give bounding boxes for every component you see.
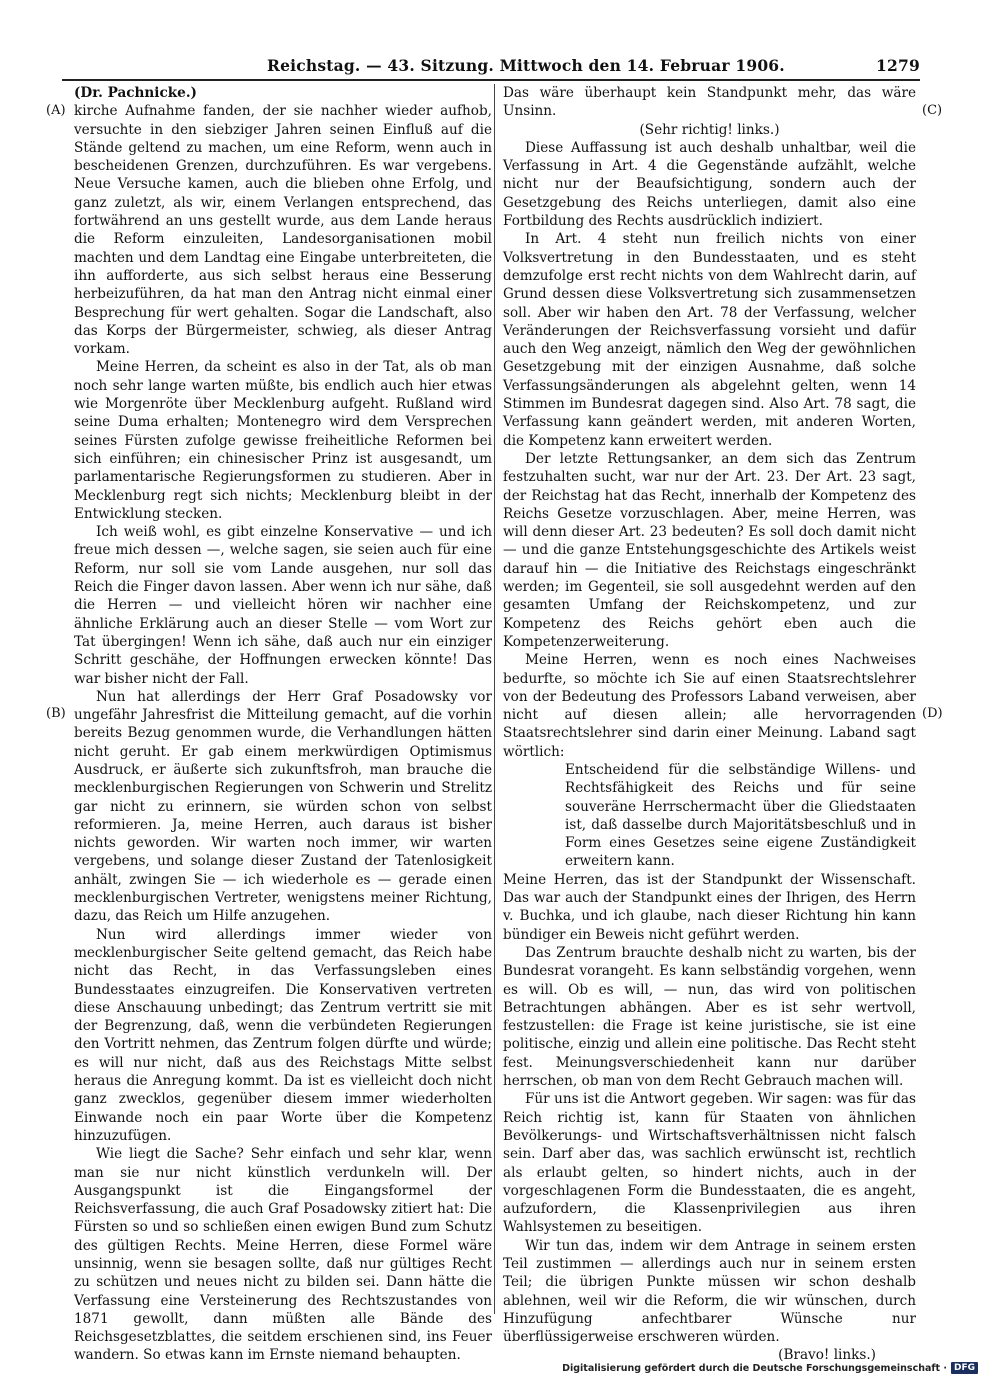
- paragraph: Nun hat allerdings der Herr Graf Posadowsky vor ungefähr Jahresfrist die Mitteilung gemacht, auf die vorhin bereits Bezug genommen wurde, die Verhandlungen hätten nicht geruht. Er gab einem merkwürdigen Optimismus Ausdruck, er äußerte sich zukunftsfroh, man brauche die mecklenburgischen Regierungen von Schwerin und Strelitz gar nicht zu erinnern, sie würden schon von selbst reformieren. Ja, meine Herren, auch daraus ist bisher nichts geworden. Wir warten noch immer, wir warten vergebens, und solange dieser Zustand der Tatenlosigkeit anhält, zwingen Sie — ich wiederhole es — gerade einen mecklenburgischen Vertreter, wenigstens meiner Richtung, dazu, das Reich um Hilfe anzugehen.: [74, 688, 492, 925]
- paragraph: Wie liegt die Sache? Sehr einfach und sehr klar, wenn man sie nur nicht künstlich verdunkeln will. Der Ausgangspunkt ist die Eingangsformel der Reichsverfassung, die auch Graf Posadowsky zitiert hat: Die Fürsten so und so schließen einen ewigen Bund zum Schutz des gültigen Rechts. Meine Herren, diese Formel wäre unsinnig, wenn sie besagen sollte, daß nur gültiges Recht zu schützen und neues nicht zu bilden sei. Dann hätte die Verfassung eine Versteinerung des Rechtszustandes von 1871 gewollt, dann müßten alle Bände des Reichsgesetzblattes, die seitdem erschienen sind, ins Feuer wandern. So etwas kann im Ernste niemand behaupten.: [74, 1146, 492, 1364]
- right-column: [503, 84, 916, 1364]
- paragraph: Für uns ist die Antwort gegeben. Wir sagen: was für das Reich richtig ist, kann für Staaten von ähnlichen Bevölkerungs- und Wirtschaftsverhältnissen nicht falsch sein. Darf aber das, was sachlich erwünscht ist, rechtlich als erlaubt gelten, so hindert nichts, auch in der vorgeschlagenen Form die Bundesstaaten, die es angeht, aufzufordern, die Klassenprivilegien aus ihren Wahlsystemen zu beseitigen.: [503, 1091, 916, 1236]
- margin-mark-c: (C): [922, 103, 943, 118]
- paragraph: Meine Herren, das ist der Standpunkt der Wissenschaft. Das war auch der Standpunkt eines der Ihrigen, des Herrn v. Buchka, und ich glaube, nach dieser Richtung hin kann bündiger ein Beweis nicht geführt werden.: [503, 871, 916, 943]
- paragraph: Nun wird allerdings immer wieder von mecklenburgischer Seite geltend gemacht, das Reich habe nicht das Recht, in das Verfassungsleben eines Bundesstaates einzugreifen. Die Konservativen vertreten diese Anschauung unbedingt; das Zentrum vertritt sie mit der Begrenzung, daß, wenn die verbündeten Regierungen den Vortritt nehmen, das Zentrum folgen dürfte und würde; es will nur nicht, daß aus des Reichstags Mitte selbst heraus die Anregung kommt. Da ist es vielleicht doch nicht ganz zwecklos, gegenüber diesem immer wiederholten Einwande noch ein paar Worte über die Kompetenz hinzuzufügen.: [74, 926, 492, 1144]
- paragraph: Ich weiß wohl, es gibt einzelne Konservative — und ich freue mich dessen —, welche sagen, sie seien auch für eine Reform, nur soll sie vom Lande ausgehen, nur soll das Reich die Finger davon lassen. Aber wenn ich nur sähe, daß die Herren — und vielleicht hören wir nachher eine ähnliche Erklärung auch an dieser Stelle — vom Wort zur Tat übergingen! Wenn ich sähe, daß auch nur ein einziger Schritt geschähe, der Hoffnungen erwecken könnte! Das war bisher nicht der Fall.: [74, 524, 492, 687]
- paragraph: Meine Herren, da scheint es also in der Tat, als ob man noch sehr lange warten müßte, bis endlich auch hier etwas wie Morgenröte über Mecklenburg aufgeht. Rußland wird seine Duma erhalten; Montenegro wird dem Versprechen seines Fürsten zufolge gewisse freiheitliche Reformen bei sich einführen; ein chinesischer Prinz ist ausgesandt, um parlamentarische Regierungsformen zu studieren. Aber in Mecklenburg regt sich nichts; Mecklenburg bleibt in der Entwicklung stecken.: [74, 359, 492, 522]
- page-number: 1279: [876, 56, 920, 75]
- page-header: [62, 56, 920, 78]
- margin-mark-d: (D): [922, 706, 943, 721]
- speaker-name: (Dr. Pachnicke.): [74, 85, 197, 101]
- paragraph: In Art. 4 steht nun freilich nichts von einer Volksvertretung in den Bundesstaaten, und es steht demzufolge erst recht nichts von dem Wahlrecht darin, auf Grund dessen diese Volksvertretung sich zusammensetzen soll. Aber wir haben den Art. 78 der Verfassung, welcher Veränderungen der Reichsverfassung vorsieht und dafür auch den Weg anzeigt, nämlich den Weg der gewöhnlichen Gesetzgebung mit der einzigen Ausnahme, daß solche Verfassungsänderungen als abgelehnt gelten, wenn 14 Stimmen im Bundesrat dagegen sind. Also Art. 78 sagt, die Verfassung kann geändert werden, mit anderen Worten, die Kompetenz kann erweitert werden.: [503, 231, 916, 449]
- paragraph: Diese Auffassung ist auch deshalb unhaltbar, weil die Verfassung in Art. 4 die Gegenstände aufzählt, welche nicht nur der Beaufsichtigung, sondern auch der Gesetzgebung des Reichs unterliegen, damit also eine Fortbildung des Rechts ausdrücklich indiziert.: [503, 139, 916, 230]
- dfg-logo-icon: DFG: [951, 1362, 978, 1374]
- left-column: [74, 84, 492, 1364]
- interjection: (Bravo! links.): [778, 1347, 876, 1364]
- header-title: Reichstag. — 43. Sitzung. Mittwoch den 14. Februar 1906.: [267, 56, 785, 75]
- paragraph: Das Zentrum brauchte deshalb nicht zu warten, bis der Bundesrat vorangeht. Es kann selbständig vorgehen, wenn es will. Ob es will, — nun, das wird von politischen Betrachtungen abhängen. Aber es ist sehr wertvoll, festzustellen: die Frage ist keine juristische, sie ist eine politische, einzig und allein eine politische. Das Recht steht fest. Meinungsverschiedenheit kann nur darüber herrschen, ob man von dem Recht Gebrauch machen will.: [503, 944, 916, 1090]
- interjection: (Sehr richtig! links.): [639, 121, 780, 138]
- header-rule: [62, 79, 920, 81]
- margin-mark-a: (A): [46, 103, 66, 118]
- paragraph: Das wäre überhaupt kein Standpunkt mehr, das wäre Unsinn.: [503, 85, 916, 120]
- margin-mark-b: (B): [46, 706, 66, 721]
- footer: [562, 1360, 978, 1376]
- paragraph: kirche Aufnahme fanden, der sie nachher wieder aufhob, versuchte in den siebziger Jahren seinen Einfluß auf die Stände geltend zu machen, um eine Reform, wenn auch in bescheidenen Grenzen, durchzuführen. Es war vergebens. Neue Versuche kamen, auch die blieben ohne Erfolg, und ganz zuletzt, als wir, einem Verlangen entsprechend, das fortwährend an uns gestellt wurde, aus dem Lande heraus die Reform einzuleiten, Landesorganisationen mobil machten und dem Landtag eine Eingabe unterbreiteten, die ihn aufforderte, aus sich selbst heraus eine Besserung herbeizuführen, da hat man den Antrag nicht einmal einer Besprechung für wert gehalten. Sogar die Landschaft, also das Korps der Bürgermeister, schwieg, als dieser Antrag vorkam.: [74, 103, 492, 358]
- footer-text: Digitalisierung gefördert durch die Deutsche Forschungsgemeinschaft ·: [562, 1362, 947, 1374]
- paragraph: Meine Herren, wenn es noch eines Nachweises bedurfte, so möchte ich Sie auf einen Staatsrechtslehrer von der Bedeutung des Professors Laband verweisen, aber nicht auf diesen allein; alle hervorragenden Staatsrechtslehrer sind darin einer Meinung. Laband sagt wörtlich:: [503, 652, 916, 760]
- paragraph: Der letzte Rettungsanker, an dem sich das Zentrum festzuhalten sucht, war nur der Art. 23. Der Art. 23 sagt, der Reichstag hat das Recht, innerhalb der Kompetenz des Reichs Gesetze vorzuschlagen. Aber, meine Herren, was will denn dieser Art. 23 bedeuten? Es soll doch damit nicht — und die ganze Entstehungsgeschichte des Artikels weist darauf hin — die Initiative des Reichstags eingeschränkt werden; im Gegenteil, sie soll ausgedehnt werden auf den gesamten Umfang der Reichskompetenz, und zur Kompetenz des Reichs gehört eben auch die Kompetenzerweiterung.: [503, 450, 916, 650]
- block-quote: Entscheidend für die selbständige Willens- und Rechtsfähigkeit des Reichs und für seine souveräne Herrschermacht über die Gliedstaaten ist, daß dasselbe durch Majoritätsbeschluß und in Form eines Gesetzes seine eigene Zuständigkeit erweitern kann.: [565, 761, 916, 870]
- paragraph: Wir tun das, indem wir dem Antrage in seinem ersten Teil zustimmen — allerdings auch nur in seinem ersten Teil; die übrigen Punkte müssen wir schon deshalb ablehnen, weil wir die Reform, die wir wünschen, durch Hinzufügung anfechtbarer Wünsche nur überflüssigerweise erschweren würden.: [503, 1237, 916, 1346]
- column-divider: [494, 84, 495, 1314]
